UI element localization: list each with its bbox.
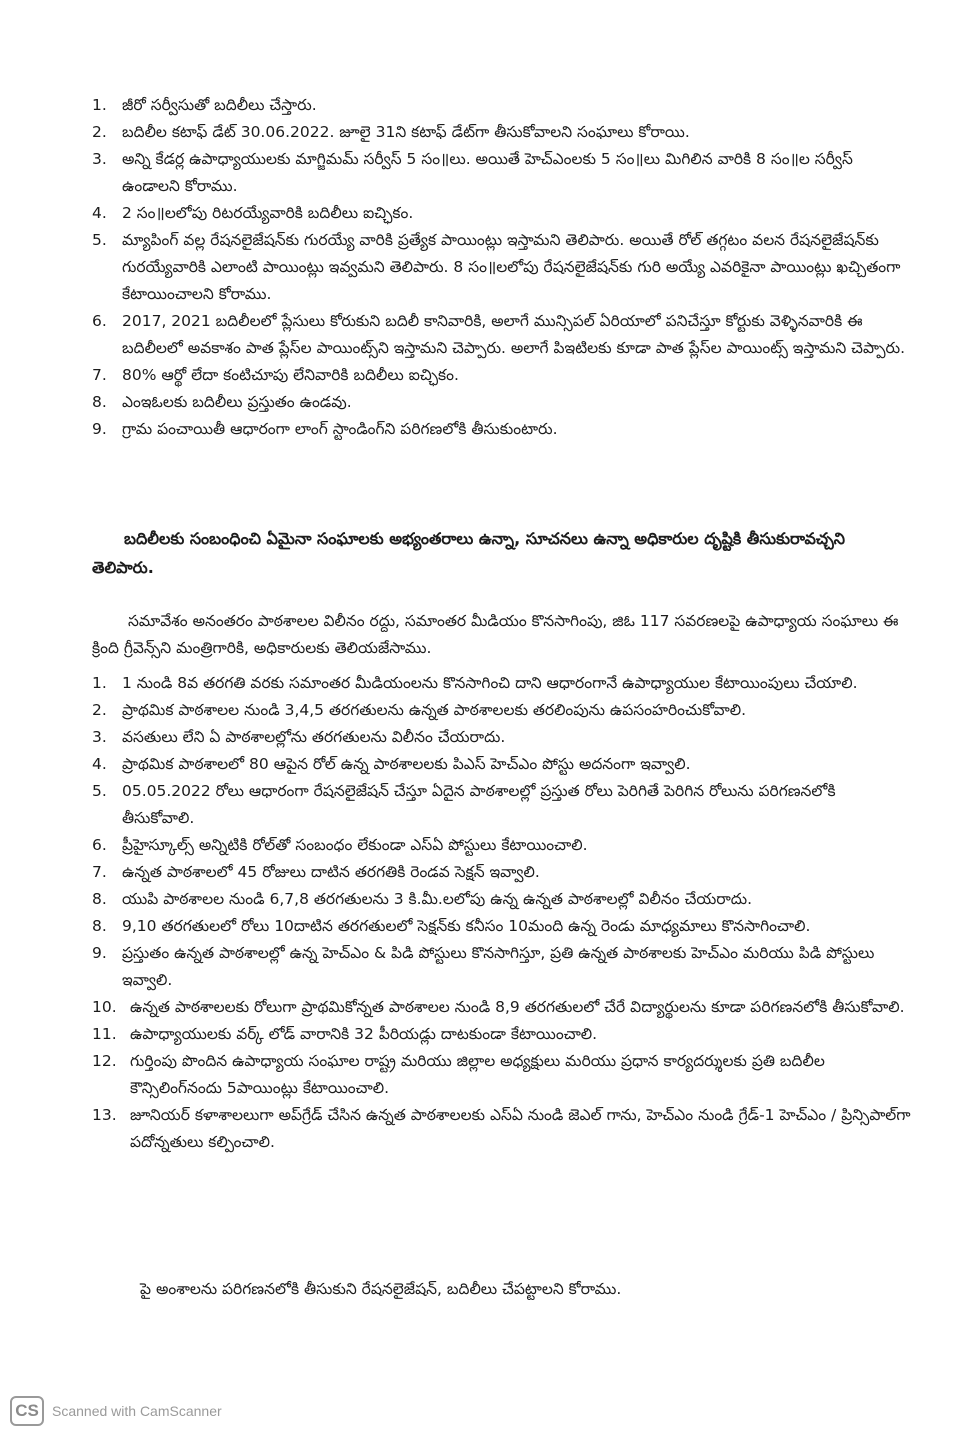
list-item bbox=[92, 670, 912, 697]
bold-notice-paragraph: బదిలీలకు సంబంధించి ఏమైనా సంఘాలకు అభ్యంతరాలు ఉన్నా, సూచనలు ఉన్నా అధికారుల దృష్టికి తీసుకురావచ్చని తెలిపారు. bbox=[92, 529, 846, 577]
list-item-number: 8. bbox=[92, 890, 107, 908]
list-item-text: ప్రీహైస్కూల్స్ అన్నిటికి రోల్‌తో సంబంధం లేకుండా ఎస్ఏ పోస్టులు కేటాయించాలి. bbox=[122, 836, 588, 854]
intro-paragraph: సమావేశం అనంతరం పాఠశాలల విలీనం రద్దు, సమాంతర మీడియం కొనసాగింపు, జిఓ 117 సవరణలపై ఉపాధ్యాయ సంఘాలు ఈ క్రింది గ్రీవెన్స్‌ని మంత్రిగారికి, అధికారులకు తెలియజేసాము. bbox=[92, 612, 899, 657]
list-item-number: 5. bbox=[92, 231, 107, 249]
list-item-number: 3. bbox=[92, 728, 107, 746]
list-item-text: ప్రస్తుతం ఉన్నత పాఠశాలల్లో ఉన్న హెచ్‌ఎం & పిడి పోస్టులు కొనసాగిస్తూ, ప్రతి ఉన్నత పాఠశాలకు హెచ్‌ఎం మరియు పిడి పోస్టులు ఇవ్వాలి. bbox=[122, 944, 875, 989]
list-item-text: మ్యాపింగ్ వల్ల రేషనలైజేషన్‌కు గురయ్యే వారికి ప్రత్యేక పాయింట్లు ఇస్తామని తెలిపారు. అయితే రోల్ తగ్గటం వలన రేషనలైజేషన్‌కు గురయ్యేవారికి ఎలాంటి పాయింట్లు ఇవ్వమని తెలిపారు. 8 సం॥లలోపు రేషనలైజేషన్‌కు గురి అయ్యే ఎవరికైనా పాయింట్లు ఖచ్చితంగా కేటాయించాలని కోరాము. bbox=[122, 231, 901, 303]
list-item-text: 2 సం॥లలోపు రిటరయ్యేవారికి బదిలీలు ఐచ్ఛికం. bbox=[122, 204, 414, 222]
list-item-number: 5. bbox=[92, 782, 107, 800]
list-item-number: 13. bbox=[92, 1106, 117, 1124]
list-item-text: ప్రాథమిక పాఠశాలలో 80 ఆపైన రోల్ ఉన్న పాఠశాలలకు పిఎస్ హెచ్‌ఎం పోస్టు అదనంగా ఇవ్వాలి. bbox=[122, 755, 691, 773]
grievance-list bbox=[92, 670, 912, 1156]
list-item bbox=[92, 940, 912, 994]
list-item-text: ఎంఇఓలకు బదిలీలు ప్రస్తుతం ఉండవు. bbox=[122, 393, 352, 411]
list-item-text: జూనియర్ కళాశాలలుగా అప్‌గ్రేడ్ చేసిన ఉన్నత పాఠశాలలకు ఎస్ఏ నుండి జెఎల్ గాను, హెచ్‌ఎం నుండి గ్రేడ్-1 హెచ్‌ఎం / ప్రిన్సిపాల్‌గా పదోన్నతులు కల్పించాలి. bbox=[130, 1106, 911, 1151]
list-item-number: 2. bbox=[92, 701, 107, 719]
list-item-text: ఉపాధ్యాయులకు వర్క్ లోడ్ వారానికి 32 పీరియడ్లు దాటకుండా కేటాయించాలి. bbox=[130, 1025, 598, 1043]
list-item bbox=[92, 227, 912, 308]
list-item-number: 12. bbox=[92, 1052, 117, 1070]
list-item bbox=[92, 362, 912, 389]
list-item bbox=[92, 913, 912, 940]
closing-paragraph: పై అంశాలను పరిగణనలోకి తీసుకుని రేషనలైజేషన్, బదిలీలు చేపట్టాలని కోరాము. bbox=[140, 1280, 622, 1298]
list-item-number: 7. bbox=[92, 863, 107, 881]
camscanner-footer bbox=[10, 1396, 222, 1426]
list-item bbox=[92, 389, 912, 416]
list-item-text: జీరో సర్వీసుతో బదిలీలు చేస్తారు. bbox=[122, 96, 317, 114]
list-item-number: 9. bbox=[92, 420, 107, 438]
list-item bbox=[92, 724, 912, 751]
list-item-text: 05.05.2022 రోలు ఆధారంగా రేషనలైజేషన్ చేస్తూ ఏదైన పాఠశాలల్లో ప్రస్తుత రోలు పెరిగితే పెరిగిన రోలును పరిగణనలోకి తీసుకోవాలి. bbox=[122, 782, 836, 827]
list-item bbox=[92, 859, 912, 886]
list-item-text: యుపి పాఠశాలల నుండి 6,7,8 తరగతులను 3 కి.మీ.లలోపు ఉన్న ఉన్నత పాఠశాలల్లో విలీనం చేయరాదు. bbox=[122, 890, 753, 908]
list-item bbox=[92, 416, 912, 443]
list-item-text: 9,10 తరగతులలో రోలు 10దాటిన తరగతులలో సెక్షన్‌కు కనీసం 10మంది ఉన్న రెండు మాధ్యమాలు కొనసాగించాలి. bbox=[122, 917, 811, 935]
list-item-number: 8. bbox=[92, 917, 107, 935]
list-item bbox=[92, 778, 912, 832]
list-item-text: అన్ని కేడర్ల ఉపాధ్యాయులకు మాగ్జిమమ్ సర్వీస్ 5 సం॥లు. అయితే హెచ్‌ఎంలకు 5 సం॥లు మిగిలిన వారికి 8 సం॥ల సర్వీస్ ఉండాలని కోరాము. bbox=[122, 150, 853, 195]
list-item-text: ఉన్నత పాఠశాలలకు రోలుగా ప్రాథమికోన్నత పాఠశాలల నుండి 8,9 తరగతులలో చేరే విద్యార్థులను కూడా పరిగణనలోకి తీసుకోవాలి. bbox=[130, 998, 905, 1016]
list-item-number: 6. bbox=[92, 312, 107, 330]
list-item-text: 1 నుండి 8వ తరగతి వరకు సమాంతర మీడియంలను కొనసాగించి దాని ఆధారంగానే ఉపాధ్యాయుల కేటాయింపులు చేయాలి. bbox=[122, 674, 858, 692]
list-item bbox=[92, 832, 912, 859]
list-item-text: గుర్తింపు పొందిన ఉపాధ్యాయ సంఘాల రాష్ట్ర మరియు జిల్లాల అధ్యక్షులు మరియు ప్రధాన కార్యదర్శులకు ప్రతి బదిలీల కౌన్సిలింగ్‌నందు 5పాయింట్లు కేటాయించాలి. bbox=[130, 1052, 825, 1097]
list-item-text: బదిలీల కటాఫ్ డేట్ 30.06.2022. జూలై 31ని కటాఫ్ డేట్‌గా తీసుకోవాలని సంఘాలు కోరాయి. bbox=[122, 123, 690, 141]
list-item bbox=[92, 308, 912, 362]
list-item-number: 8. bbox=[92, 393, 107, 411]
camscanner-logo-icon: CS bbox=[10, 1396, 44, 1426]
list-item-number: 2. bbox=[92, 123, 107, 141]
list-item-text: వసతులు లేని ఏ పాఠశాలల్లోను తరగతులను విలీనం చేయరాదు. bbox=[122, 728, 506, 746]
transfer-points-list bbox=[92, 92, 912, 443]
list-item-text: 2017, 2021 బదిలీలలో ప్లేసులు కోరుకుని బదిలీ కానివారికి, అలాగే మున్సిపల్ ఏరియాలో పనిచేస్తూ కోర్టుకు వెళ్ళినవారికి ఈ బదిలీలలో అవకాశం పాత ప్లేస్‌ల పాయింట్స్‌ని ఇస్తామని చెప్పారు. అలాగే పిఇటిలకు కూడా పాత ప్లేస్‌ల పాయింట్స్ ఇస్తామని చెప్పారు. bbox=[122, 312, 906, 357]
list-item-text: 80% ఆర్థో లేదా కంటిచూపు లేనివారికి బదిలీలు ఐచ్ఛికం. bbox=[122, 366, 459, 384]
list-item-text: ప్రాథమిక పాఠశాలల నుండి 3,4,5 తరగతులను ఉన్నత పాఠశాలలకు తరలింపును ఉపసంహరించుకోవాలి. bbox=[122, 701, 747, 719]
list-item-number: 1. bbox=[92, 96, 107, 114]
camscanner-text: Scanned with CamScanner bbox=[52, 1403, 222, 1419]
list-item-number: 1. bbox=[92, 674, 107, 692]
list-item-number: 6. bbox=[92, 836, 107, 854]
list-item bbox=[92, 886, 912, 913]
list-item bbox=[92, 1048, 912, 1102]
list-item-number: 9. bbox=[92, 944, 107, 962]
list-item-number: 11. bbox=[92, 1025, 117, 1043]
list-item bbox=[92, 92, 912, 119]
list-item bbox=[92, 994, 912, 1021]
list-item-text: గ్రామ పంచాయితీ ఆధారంగా లాంగ్ స్టాండింగ్‌ని పరిగణలోకి తీసుకుంటారు. bbox=[122, 420, 558, 438]
list-item-number: 4. bbox=[92, 204, 107, 222]
list-item bbox=[92, 119, 912, 146]
list-item bbox=[92, 697, 912, 724]
list-item-text: ఉన్నత పాఠశాలలో 45 రోజులు దాటిన తరగతికి రెండవ సెక్షన్ ఇవ్వాలి. bbox=[122, 863, 540, 881]
list-item bbox=[92, 751, 912, 778]
list-item bbox=[92, 146, 912, 200]
list-item bbox=[92, 1102, 912, 1156]
list-item bbox=[92, 1021, 912, 1048]
list-item-number: 3. bbox=[92, 150, 107, 168]
list-item-number: 7. bbox=[92, 366, 107, 384]
list-item bbox=[92, 200, 912, 227]
list-item-number: 10. bbox=[92, 998, 117, 1016]
list-item-number: 4. bbox=[92, 755, 107, 773]
